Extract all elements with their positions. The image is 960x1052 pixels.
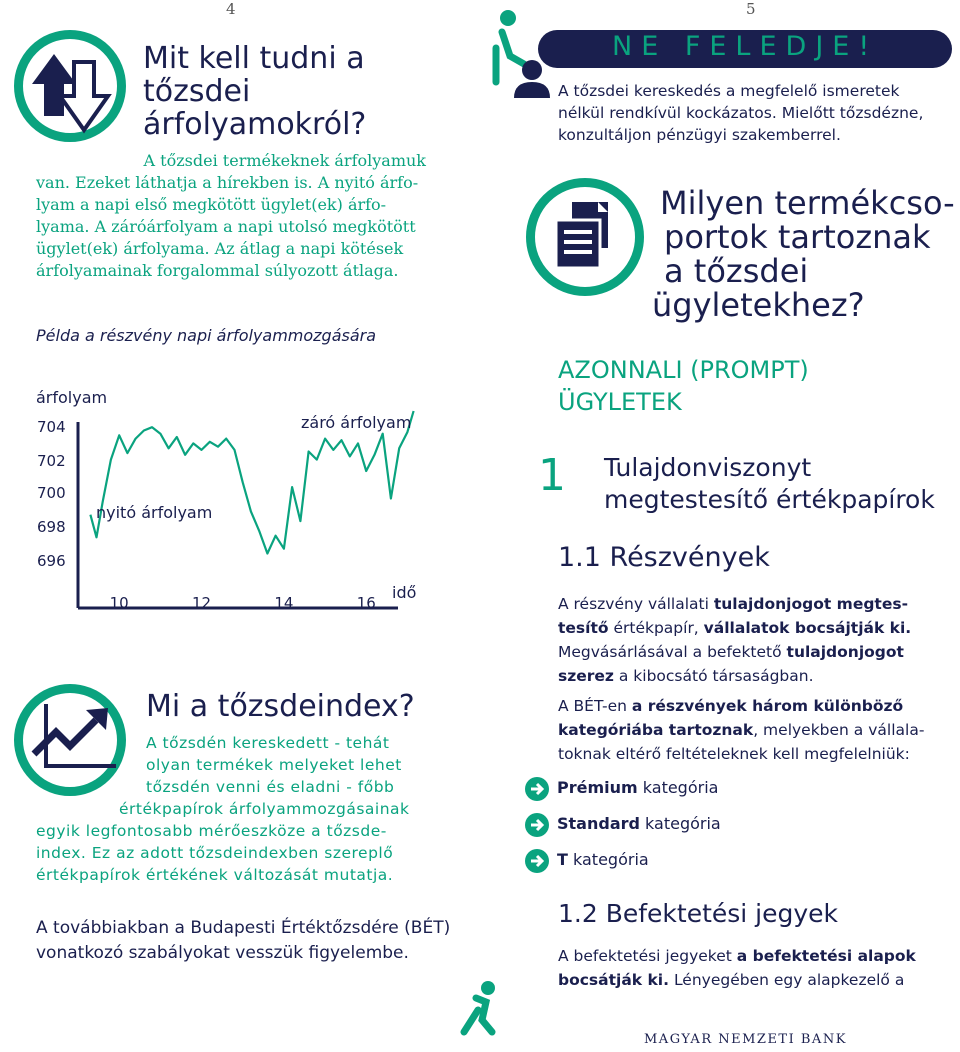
title-line: tőzsdei bbox=[143, 74, 251, 109]
products-title-line: Milyen termékcso- bbox=[660, 184, 955, 222]
y-tick-label: 696 bbox=[37, 552, 66, 570]
x-tick-label: 12 bbox=[191, 594, 212, 612]
x-axis-label: idő bbox=[392, 583, 417, 602]
footer-brand: MAGYAR NEMZETI BANK bbox=[644, 1032, 847, 1047]
section-heading bbox=[558, 354, 809, 418]
text-run-bold: tesítő bbox=[558, 619, 609, 637]
arrow-right-icon bbox=[524, 848, 550, 874]
text-run: , melyekben a vállala- bbox=[753, 721, 925, 739]
index-line: egyik legfontosabb mérőeszköze a tőzsde- bbox=[36, 822, 387, 840]
products-title-line: portok tartoznak bbox=[664, 218, 931, 256]
products-title bbox=[652, 186, 955, 322]
intro-line: ügylet(ek) árfolyama. Az átlag a napi kötések bbox=[36, 239, 404, 258]
x-tick-label: 10 bbox=[109, 594, 129, 612]
text-run: A BÉT-en bbox=[558, 697, 632, 715]
warning-line: nélkül rendkívül kockázatos. Mielőtt tőzsdézne, bbox=[558, 104, 924, 122]
category-suffix: kategória bbox=[637, 778, 719, 797]
page-number-left: 4 bbox=[226, 0, 236, 18]
text-run: A befektetési jegyeket bbox=[558, 947, 737, 965]
index-line: index. Ez az adott tőzsdeindexben szereplő bbox=[36, 844, 394, 862]
item-title bbox=[604, 452, 935, 516]
open-price-annotation: nyitó árfolyam bbox=[96, 503, 213, 522]
y-tick-label: 702 bbox=[37, 452, 66, 470]
intro-line: lyama. A záróárfolyam a napi utolsó megkötött bbox=[36, 217, 416, 236]
close-price-annotation: záró árfolyam bbox=[301, 413, 412, 432]
intro-line: van. Ezeket láthatja a hírekben is. A nyitó árfo- bbox=[36, 173, 419, 192]
arrow-right-icon bbox=[524, 776, 550, 802]
index-title: Mi a tőzsdeindex? bbox=[146, 689, 415, 724]
index-line: olyan termékek melyeket lehet bbox=[146, 756, 402, 774]
text-run-bold: vállalatok bocsájtják ki. bbox=[703, 619, 912, 637]
person-running-icon bbox=[452, 980, 498, 1040]
text-run: A részvény vállalati bbox=[558, 595, 714, 613]
warning-line: konzultáljon pénzügyi szakemberrel. bbox=[558, 126, 841, 144]
x-tick-label: 16 bbox=[356, 594, 376, 612]
y-axis-label: árfolyam bbox=[36, 388, 108, 407]
page-title bbox=[143, 42, 366, 141]
shares-paragraph-1 bbox=[558, 592, 911, 688]
category-name: T bbox=[557, 850, 568, 869]
title-line: árfolyamokról? bbox=[143, 107, 367, 142]
arrow-right-icon bbox=[524, 812, 550, 838]
products-title-line: a tőzsdei bbox=[664, 252, 809, 290]
intro-text bbox=[36, 150, 426, 282]
text-run-bold: a befektetési alapok bbox=[736, 947, 916, 965]
intro-line: lyam a napi első megkötött ügylet(ek) árfo- bbox=[36, 195, 387, 214]
price-line bbox=[90, 411, 413, 554]
funds-paragraph bbox=[558, 944, 916, 992]
text-run: értékpapír, bbox=[608, 619, 704, 637]
chart-caption: Példa a részvény napi árfolyammozgására bbox=[36, 326, 377, 345]
up-down-arrows-icon bbox=[26, 44, 122, 140]
item-line: Tulajdonviszonyt bbox=[604, 453, 812, 482]
text-run: Megvásárlásával a befektető bbox=[558, 643, 787, 661]
funds-title: 1.2 Befektetési jegyek bbox=[558, 899, 839, 928]
title-line: Mit kell tudni a bbox=[143, 41, 365, 76]
item-line: megtestesítő értékpapírok bbox=[604, 485, 935, 514]
text-run: a kibocsátó társaságban. bbox=[613, 667, 814, 685]
shares-title: 1.1 Részvények bbox=[558, 542, 770, 573]
products-title-line: ügyletekhez? bbox=[652, 286, 865, 324]
category-suffix: kategória bbox=[567, 850, 649, 869]
warning-text bbox=[558, 80, 923, 146]
banner-title: NE FELEDJE! bbox=[612, 31, 879, 62]
bet-note bbox=[36, 916, 450, 966]
category-suffix: kategória bbox=[639, 814, 721, 833]
note-line: A továbbiakban a Budapesti Értéktőzsdére (BÉT) bbox=[36, 918, 451, 938]
section-line: AZONNALI (PROMPT) bbox=[558, 356, 809, 384]
page-number-right: 5 bbox=[746, 0, 756, 18]
warning-line: A tőzsdei kereskedés a megfelelő ismeretek bbox=[558, 82, 900, 100]
index-line: A tőzsdén kereskedett - tehát bbox=[146, 734, 390, 752]
category-name: Standard bbox=[557, 814, 640, 833]
person-bust-icon bbox=[510, 58, 550, 100]
text-run: Lényegében egy alapkezelő a bbox=[669, 971, 905, 989]
note-line: vonatkozó szabályokat vesszük figyelembe. bbox=[36, 943, 409, 963]
price-chart bbox=[0, 380, 450, 620]
index-line: értékpapírok árfolyammozgásainak bbox=[119, 800, 410, 818]
index-line: értékpapírok értékének változását mutatja. bbox=[36, 866, 394, 884]
index-line: tőzsdén venni és eladni - főbb bbox=[146, 778, 395, 796]
text-run-bold: szerez bbox=[558, 667, 614, 685]
y-tick-label: 698 bbox=[37, 518, 66, 536]
text-run-bold: kategóriába tartoznak bbox=[558, 721, 754, 739]
text-run: toknak eltérő feltételeknek kell megfelelniük: bbox=[558, 745, 910, 763]
text-run-bold: tulajdonjogot megtes- bbox=[713, 595, 909, 613]
text-run-bold: bocsátják ki. bbox=[558, 971, 670, 989]
item-number: 1 bbox=[538, 450, 566, 501]
y-tick-label: 700 bbox=[37, 484, 66, 502]
intro-line: árfolyamainak forgalommal súlyozott átlaga. bbox=[36, 261, 399, 280]
intro-line: A tőzsdei termékeknek árfolyamuk bbox=[143, 151, 426, 170]
category-name: Prémium bbox=[557, 778, 638, 797]
x-tick-label: 14 bbox=[274, 594, 294, 612]
shares-paragraph-2 bbox=[558, 694, 924, 766]
index-text bbox=[36, 732, 430, 886]
text-run-bold: a részvények három különböző bbox=[631, 697, 904, 715]
documents-icon bbox=[546, 196, 626, 276]
section-line: ÜGYLETEK bbox=[558, 388, 682, 416]
y-tick-label: 704 bbox=[37, 418, 66, 436]
text-run-bold: tulajdonjogot bbox=[786, 643, 904, 661]
